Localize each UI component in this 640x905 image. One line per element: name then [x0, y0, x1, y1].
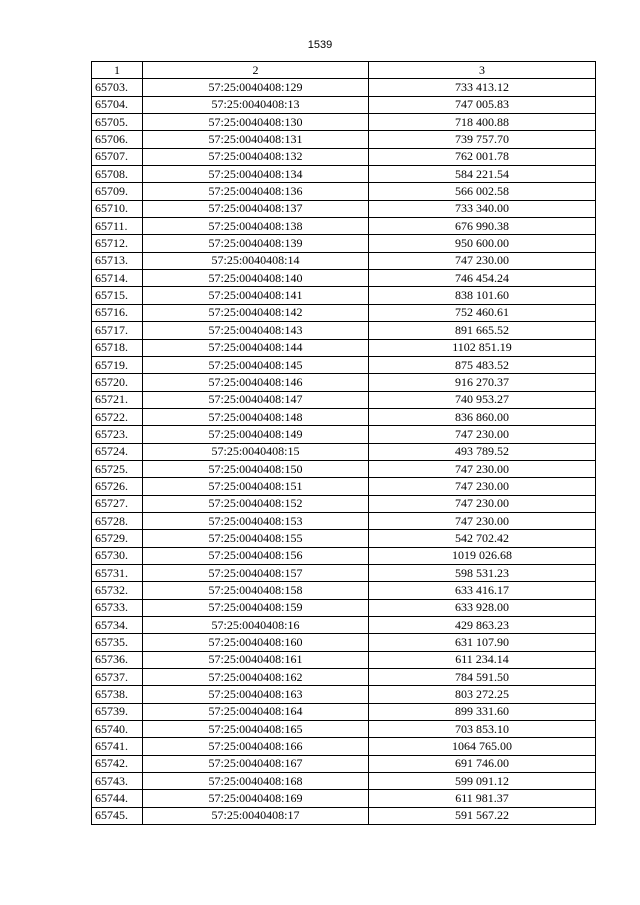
cadastral-number-cell: 57:25:0040408:162 — [143, 669, 369, 686]
value-cell: 676 990.38 — [369, 218, 596, 235]
cadastral-number-cell: 57:25:0040408:167 — [143, 755, 369, 772]
row-number-cell: 65709. — [92, 183, 143, 200]
table-row — [92, 356, 596, 373]
table-row — [92, 634, 596, 651]
cadastral-number-cell: 57:25:0040408:160 — [143, 634, 369, 651]
row-number-cell: 65703. — [92, 79, 143, 96]
table-row — [92, 460, 596, 477]
row-number-cell: 65719. — [92, 356, 143, 373]
value-cell: 739 757.70 — [369, 131, 596, 148]
table-row — [92, 166, 596, 183]
row-number-cell: 65723. — [92, 426, 143, 443]
cadastral-number-cell: 57:25:0040408:129 — [143, 79, 369, 96]
row-number-cell: 65741. — [92, 738, 143, 755]
value-cell: 747 230.00 — [369, 512, 596, 529]
cadastral-number-cell: 57:25:0040408:147 — [143, 391, 369, 408]
table-row — [92, 755, 596, 772]
row-number-cell: 65739. — [92, 703, 143, 720]
table-row — [92, 478, 596, 495]
table-row — [92, 304, 596, 321]
cadastral-number-cell: 57:25:0040408:16 — [143, 617, 369, 634]
cadastral-number-cell: 57:25:0040408:145 — [143, 356, 369, 373]
cadastral-number-cell: 57:25:0040408:141 — [143, 287, 369, 304]
column-header-1: 1 — [92, 62, 143, 79]
row-number-cell: 65707. — [92, 148, 143, 165]
value-cell: 784 591.50 — [369, 669, 596, 686]
column-header-2: 2 — [143, 62, 369, 79]
value-cell: 542 702.42 — [369, 530, 596, 547]
row-number-cell: 65736. — [92, 651, 143, 668]
table-row — [92, 148, 596, 165]
row-number-cell: 65705. — [92, 114, 143, 131]
value-cell: 633 416.17 — [369, 582, 596, 599]
row-number-cell: 65710. — [92, 200, 143, 217]
table-row — [92, 738, 596, 755]
row-number-cell: 65712. — [92, 235, 143, 252]
table-row — [92, 426, 596, 443]
cadastral-number-cell: 57:25:0040408:14 — [143, 252, 369, 269]
table-row — [92, 547, 596, 564]
row-number-cell: 65733. — [92, 599, 143, 616]
cadastral-number-cell: 57:25:0040408:165 — [143, 721, 369, 738]
table-row — [92, 599, 596, 616]
cadastral-number-cell: 57:25:0040408:143 — [143, 322, 369, 339]
value-cell: 803 272.25 — [369, 686, 596, 703]
cadastral-number-cell: 57:25:0040408:151 — [143, 478, 369, 495]
row-number-cell: 65716. — [92, 304, 143, 321]
cadastral-number-cell: 57:25:0040408:144 — [143, 339, 369, 356]
row-number-cell: 65717. — [92, 322, 143, 339]
cadastral-number-cell: 57:25:0040408:163 — [143, 686, 369, 703]
table-row — [92, 582, 596, 599]
table-row — [92, 131, 596, 148]
row-number-cell: 65720. — [92, 374, 143, 391]
value-cell: 598 531.23 — [369, 564, 596, 581]
value-cell: 1019 026.68 — [369, 547, 596, 564]
cadastral-number-cell: 57:25:0040408:152 — [143, 495, 369, 512]
value-cell: 747 230.00 — [369, 495, 596, 512]
data-table — [91, 61, 596, 825]
value-cell: 747 230.00 — [369, 478, 596, 495]
cadastral-number-cell: 57:25:0040408:161 — [143, 651, 369, 668]
row-number-cell: 65725. — [92, 460, 143, 477]
table-row — [92, 773, 596, 790]
value-cell: 1102 851.19 — [369, 339, 596, 356]
table-header-row — [92, 62, 596, 79]
table-row — [92, 287, 596, 304]
row-number-cell: 65721. — [92, 391, 143, 408]
row-number-cell: 65732. — [92, 582, 143, 599]
value-cell: 752 460.61 — [369, 304, 596, 321]
row-number-cell: 65740. — [92, 721, 143, 738]
row-number-cell: 65729. — [92, 530, 143, 547]
cadastral-number-cell: 57:25:0040408:148 — [143, 408, 369, 425]
value-cell: 566 002.58 — [369, 183, 596, 200]
value-cell: 703 853.10 — [369, 721, 596, 738]
cadastral-number-cell: 57:25:0040408:153 — [143, 512, 369, 529]
cadastral-number-cell: 57:25:0040408:168 — [143, 773, 369, 790]
row-number-cell: 65731. — [92, 564, 143, 581]
cadastral-number-cell: 57:25:0040408:159 — [143, 599, 369, 616]
cadastral-number-cell: 57:25:0040408:13 — [143, 96, 369, 113]
table-row — [92, 443, 596, 460]
table-row — [92, 96, 596, 113]
table-row — [92, 79, 596, 96]
value-cell: 747 230.00 — [369, 460, 596, 477]
row-number-cell: 65743. — [92, 773, 143, 790]
value-cell: 875 483.52 — [369, 356, 596, 373]
row-number-cell: 65714. — [92, 270, 143, 287]
row-number-cell: 65728. — [92, 512, 143, 529]
table-row — [92, 669, 596, 686]
value-cell: 1064 765.00 — [369, 738, 596, 755]
value-cell: 740 953.27 — [369, 391, 596, 408]
table-row — [92, 807, 596, 824]
value-cell: 733 340.00 — [369, 200, 596, 217]
row-number-cell: 65724. — [92, 443, 143, 460]
row-number-cell: 65713. — [92, 252, 143, 269]
table-row — [92, 114, 596, 131]
row-number-cell: 65727. — [92, 495, 143, 512]
row-number-cell: 65722. — [92, 408, 143, 425]
cadastral-number-cell: 57:25:0040408:132 — [143, 148, 369, 165]
cadastral-number-cell: 57:25:0040408:15 — [143, 443, 369, 460]
cadastral-number-cell: 57:25:0040408:166 — [143, 738, 369, 755]
cadastral-number-cell: 57:25:0040408:157 — [143, 564, 369, 581]
table-row — [92, 374, 596, 391]
value-cell: 762 001.78 — [369, 148, 596, 165]
value-cell: 838 101.60 — [369, 287, 596, 304]
table-row — [92, 183, 596, 200]
cadastral-number-cell: 57:25:0040408:156 — [143, 547, 369, 564]
row-number-cell: 65744. — [92, 790, 143, 807]
row-number-cell: 65730. — [92, 547, 143, 564]
cadastral-number-cell: 57:25:0040408:158 — [143, 582, 369, 599]
cadastral-number-cell: 57:25:0040408:17 — [143, 807, 369, 824]
page-number: 1539 — [307, 39, 333, 51]
cadastral-number-cell: 57:25:0040408:131 — [143, 131, 369, 148]
table-row — [92, 512, 596, 529]
value-cell: 746 454.24 — [369, 270, 596, 287]
cadastral-number-cell: 57:25:0040408:155 — [143, 530, 369, 547]
table-row — [92, 530, 596, 547]
value-cell: 747 230.00 — [369, 252, 596, 269]
cadastral-number-cell: 57:25:0040408:146 — [143, 374, 369, 391]
cadastral-number-cell: 57:25:0040408:138 — [143, 218, 369, 235]
cadastral-number-cell: 57:25:0040408:164 — [143, 703, 369, 720]
cadastral-number-cell: 57:25:0040408:139 — [143, 235, 369, 252]
table-row — [92, 495, 596, 512]
table-row — [92, 703, 596, 720]
value-cell: 611 981.37 — [369, 790, 596, 807]
value-cell: 591 567.22 — [369, 807, 596, 824]
row-number-cell: 65738. — [92, 686, 143, 703]
value-cell: 899 331.60 — [369, 703, 596, 720]
value-cell: 633 928.00 — [369, 599, 596, 616]
value-cell: 429 863.23 — [369, 617, 596, 634]
table-row — [92, 617, 596, 634]
value-cell: 733 413.12 — [369, 79, 596, 96]
row-number-cell: 65704. — [92, 96, 143, 113]
table-row — [92, 790, 596, 807]
value-cell: 747 230.00 — [369, 426, 596, 443]
cadastral-number-cell: 57:25:0040408:137 — [143, 200, 369, 217]
value-cell: 631 107.90 — [369, 634, 596, 651]
value-cell: 718 400.88 — [369, 114, 596, 131]
table-row — [92, 339, 596, 356]
table-row — [92, 651, 596, 668]
value-cell: 747 005.83 — [369, 96, 596, 113]
table-row — [92, 270, 596, 287]
row-number-cell: 65715. — [92, 287, 143, 304]
row-number-cell: 65735. — [92, 634, 143, 651]
table-row — [92, 252, 596, 269]
table-row — [92, 408, 596, 425]
cadastral-number-cell: 57:25:0040408:150 — [143, 460, 369, 477]
row-number-cell: 65737. — [92, 669, 143, 686]
cadastral-number-cell: 57:25:0040408:169 — [143, 790, 369, 807]
table-row — [92, 218, 596, 235]
cadastral-number-cell: 57:25:0040408:130 — [143, 114, 369, 131]
value-cell: 584 221.54 — [369, 166, 596, 183]
value-cell: 493 789.52 — [369, 443, 596, 460]
row-number-cell: 65706. — [92, 131, 143, 148]
cadastral-number-cell: 57:25:0040408:136 — [143, 183, 369, 200]
table-row — [92, 322, 596, 339]
value-cell: 599 091.12 — [369, 773, 596, 790]
row-number-cell: 65745. — [92, 807, 143, 824]
row-number-cell: 65708. — [92, 166, 143, 183]
table-row — [92, 686, 596, 703]
value-cell: 691 746.00 — [369, 755, 596, 772]
row-number-cell: 65711. — [92, 218, 143, 235]
row-number-cell: 65742. — [92, 755, 143, 772]
value-cell: 836 860.00 — [369, 408, 596, 425]
cadastral-number-cell: 57:25:0040408:149 — [143, 426, 369, 443]
table-row — [92, 391, 596, 408]
cadastral-number-cell: 57:25:0040408:140 — [143, 270, 369, 287]
column-header-3: 3 — [369, 62, 596, 79]
cadastral-number-cell: 57:25:0040408:134 — [143, 166, 369, 183]
row-number-cell: 65726. — [92, 478, 143, 495]
table-row — [92, 200, 596, 217]
cadastral-number-cell: 57:25:0040408:142 — [143, 304, 369, 321]
row-number-cell: 65718. — [92, 339, 143, 356]
table-body — [92, 79, 596, 825]
table-row — [92, 721, 596, 738]
value-cell: 891 665.52 — [369, 322, 596, 339]
value-cell: 950 600.00 — [369, 235, 596, 252]
value-cell: 916 270.37 — [369, 374, 596, 391]
value-cell: 611 234.14 — [369, 651, 596, 668]
table-row — [92, 235, 596, 252]
table-row — [92, 564, 596, 581]
row-number-cell: 65734. — [92, 617, 143, 634]
